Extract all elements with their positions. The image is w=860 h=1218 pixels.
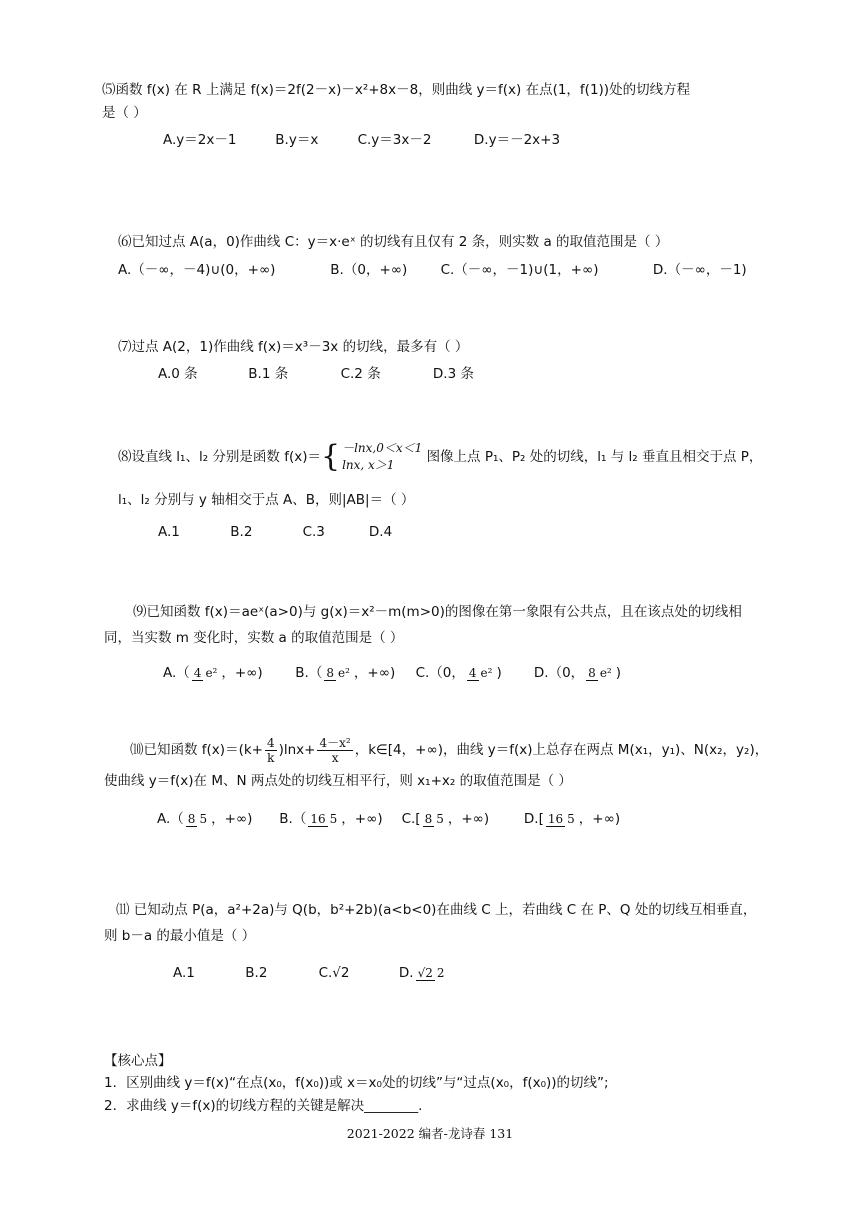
- q7-option-c: C.2 条: [340, 366, 381, 382]
- q7-option-a: A.0 条: [158, 366, 198, 382]
- core-point-2: 2．求曲线 y＝f(x)的切线方程的关键是解决________.: [104, 1098, 423, 1114]
- q8-option-a: A.1: [158, 524, 180, 540]
- q8-options: [158, 522, 392, 542]
- q8-option-b: B.2: [230, 524, 253, 540]
- q8-suffix: 图像上点 P₁、P₂ 处的切线，l₁ 与 l₂ 垂直且相交于点 P，: [426, 449, 763, 465]
- q9-option-d: D.（0， 8 e² ): [533, 665, 622, 681]
- q7-options: [158, 364, 474, 384]
- q8-brace: {: [320, 439, 341, 474]
- q10-fraction-4-over-k: $\frac{4}{k}$: [266, 735, 275, 765]
- q10-option-c: C.[ 8 5 ，+∞): [401, 811, 490, 827]
- q6-option-d: D.（－∞，－1): [652, 262, 747, 278]
- q11-stem-line2: 则 b－a 的最小值是（ ）: [104, 928, 256, 944]
- q8-prefix: ⑻设直线 l₁、l₂ 分别是函数 f(x)＝: [118, 449, 321, 465]
- q9-stem-line1: ⑼已知函数 f(x)＝aeˣ(a>0)与 g(x)＝x²－m(m>0)的图像在第一象限有公共点，且在该点处的切线相: [133, 604, 742, 620]
- q10-options: [157, 802, 620, 836]
- q8-option-c: C.3: [302, 524, 325, 540]
- core-points-title: 【核心点】: [104, 1053, 172, 1069]
- q6-stem-line1: ⑹已知过点 A(a，0)作曲线 C：y＝x·eˣ 的切线有且仅有 2 条，则实数 a 的取值范围是（ ）: [118, 234, 669, 250]
- q10-stem-line1: ⑽已知函数 f(x)＝(k+ $\frac{4}{k}$ )lnx+ $\frac{\text{4－x²}}{x}$ ，k∈[4，+∞)，曲线 y＝f(x)上总存在两点 M(x₁，y₁)、N(x₂，y₂)，: [130, 735, 769, 765]
- q5-option-d: D.y＝－2x+3: [473, 132, 561, 148]
- q11-option-c: C.√2: [318, 965, 350, 981]
- q11-option-b: B.2: [245, 965, 268, 981]
- q8-stem-line1: [118, 437, 762, 477]
- q6-option-c: C.（－∞，－1)∪(1，+∞): [440, 262, 599, 278]
- q10-option-d: D.[ 16 5 ，+∞): [523, 811, 621, 827]
- q5-stem-line1: ⑸函数 f(x) 在 R 上满足 f(x)＝2f(2－x)－x²+8x－8，则曲线 y＝f(x) 在点(1，f(1))处的切线方程: [102, 82, 691, 98]
- q9-option-a: A.（ 4 e² ，+∞): [163, 665, 263, 681]
- q6-option-b: B.（0，+∞): [330, 262, 408, 278]
- q7-option-d: D.3 条: [432, 366, 474, 382]
- q7-option-b: B.1 条: [248, 366, 289, 382]
- q8-stem-line2: l₁、l₂ 分别与 y 轴相交于点 A、B，则|AB|＝（ ）: [118, 492, 415, 508]
- q8-case2: lnx, x＞1: [342, 458, 395, 472]
- q8-option-d: D.4: [368, 524, 393, 540]
- q8-case1: －lnx,0＜x＜1: [342, 441, 423, 455]
- page-footer: 2021-2022 编者-龙诗春 131: [346, 1126, 514, 1141]
- q6-options: [118, 260, 747, 280]
- q10-fraction-4-minus-x2-over-x: $\frac{\text{4－x²}}{x}$: [319, 735, 351, 765]
- q9-options: [163, 656, 621, 690]
- q7-stem-line1: ⑺过点 A(2，1)作曲线 f(x)＝x³－3x 的切线，最多有（ ）: [118, 339, 469, 355]
- q5-options: [163, 130, 560, 150]
- q5-option-c: C.y＝3x－2: [357, 132, 432, 148]
- q8-piecewise: [342, 440, 422, 474]
- q5-option-b: B.y＝x: [275, 132, 319, 148]
- q5-option-a: A.y＝2x－1: [163, 132, 237, 148]
- q9-option-b: B.（ 8 e² ，+∞): [295, 665, 396, 681]
- q10-option-a: A.（ 8 5 ，+∞): [157, 811, 253, 827]
- q11-option-d: D. √2 2: [398, 965, 445, 981]
- q9-option-c: C.（0， 4 e² ): [415, 665, 502, 681]
- q5-stem-line2: 是（ ）: [102, 105, 147, 121]
- q9-stem-line2: 同，当实数 m 变化时，实数 a 的取值范围是（ ）: [104, 630, 404, 646]
- q11-stem-line1: ⑾ 已知动点 P(a，a²+2a)与 Q(b，b²+2b)(a<b<0)在曲线 C 上，若曲线 C 在 P、Q 处的切线互相垂直，: [116, 902, 757, 918]
- q10-stem-line2: 使曲线 y＝f(x)在 M、N 两点处的切线互相平行，则 x₁+x₂ 的取值范围是（ ）: [104, 773, 572, 789]
- core-point-1: 1．区别曲线 y＝f(x)“在点(x₀，f(x₀))或 x＝x₀处的切线”与“过点(x₀，f(x₀))的切线”;: [104, 1075, 609, 1091]
- q10-option-b: B.（ 16 5 ，+∞): [279, 811, 383, 827]
- q6-option-a: A.（－∞，－4)∪(0，+∞): [118, 262, 276, 278]
- q11-option-a: A.1: [173, 965, 195, 981]
- q11-options: [173, 955, 449, 991]
